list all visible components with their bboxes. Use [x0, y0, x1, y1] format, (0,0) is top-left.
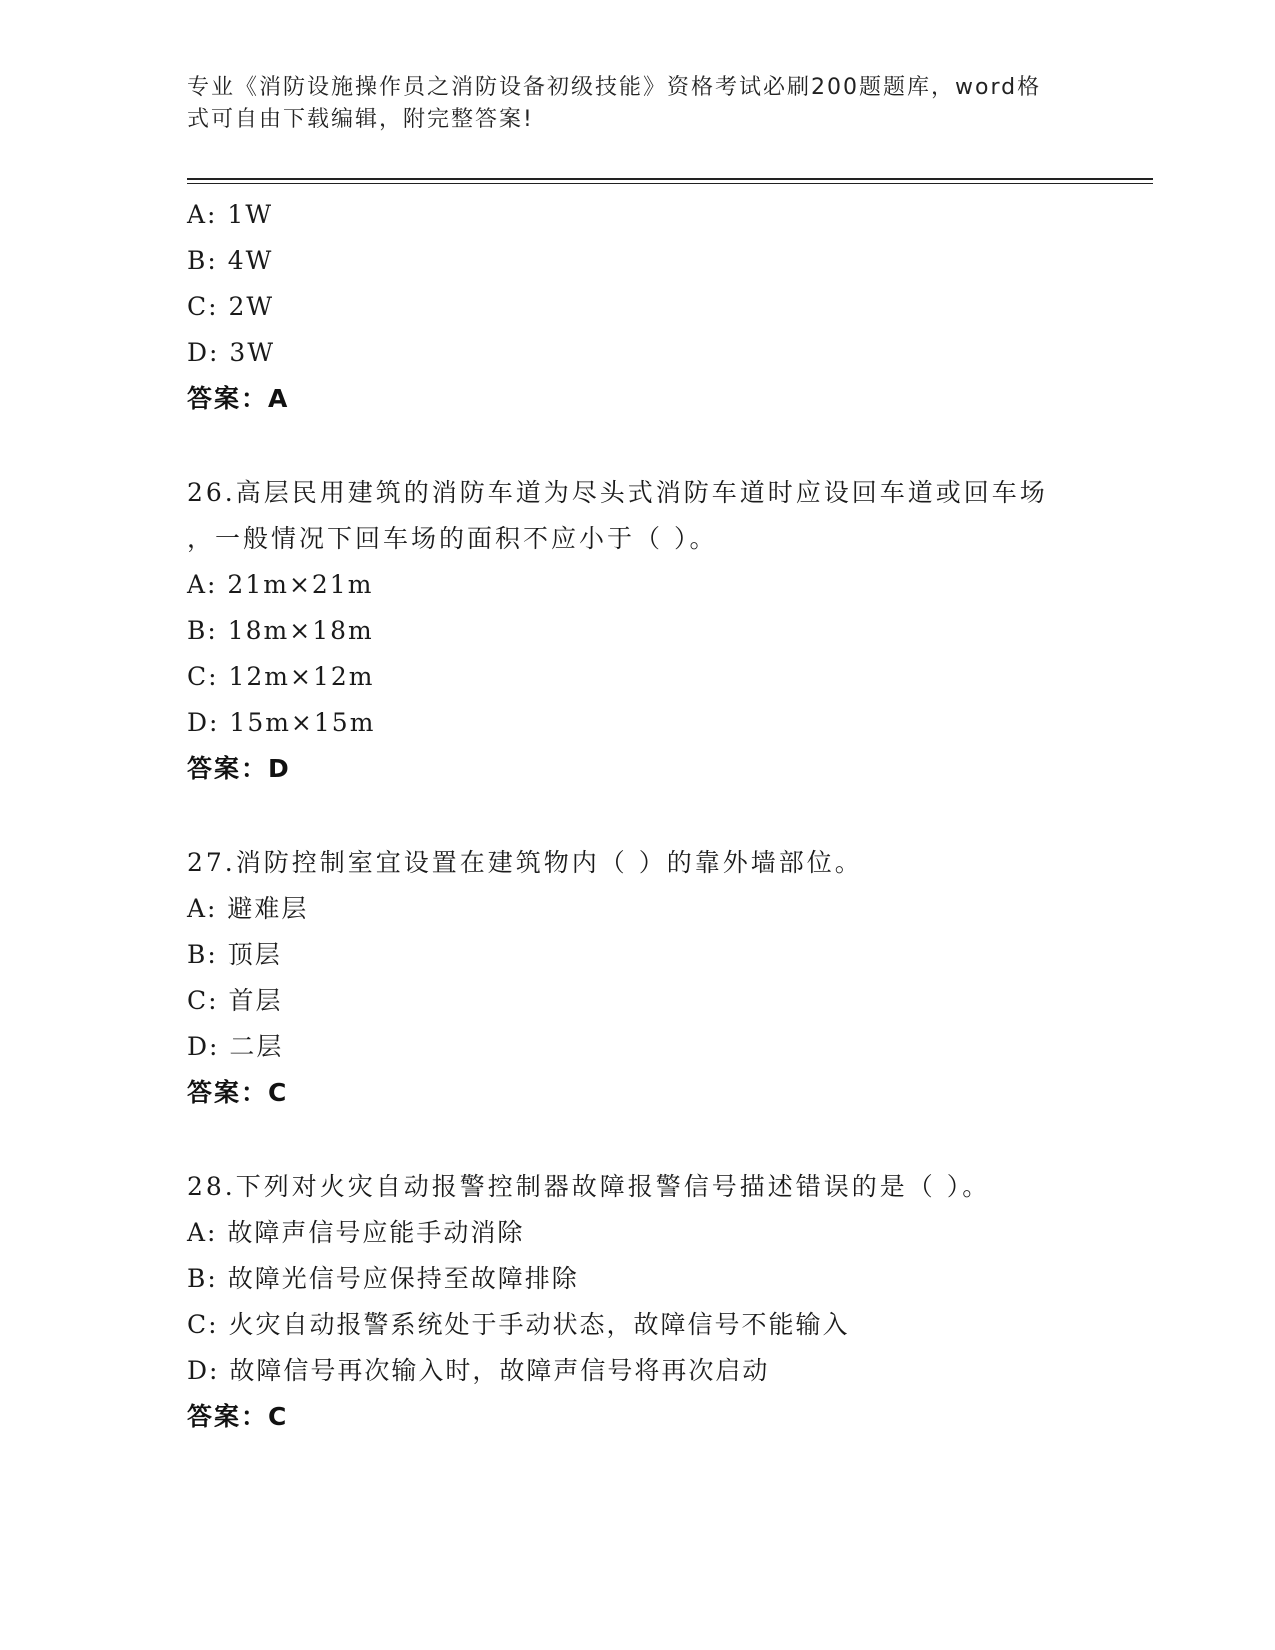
question-stem-continued: ，一般情况下回车场的面积不应小于（ ）。: [187, 524, 718, 553]
answer-label: 答案：: [187, 384, 269, 413]
question-block-28: [187, 1164, 1147, 1440]
answer-line: [187, 1394, 1147, 1440]
answer-label: 答案：: [187, 754, 269, 783]
question-block-26: [187, 470, 1147, 792]
page-header: [187, 72, 1087, 136]
answer-value: D: [268, 754, 291, 783]
answer-label: 答案：: [187, 1402, 269, 1431]
question-block-continued: [187, 192, 1147, 422]
option-d: D: 15m×15m: [187, 708, 376, 737]
option-c: C: 12m×12m: [187, 662, 375, 691]
answer-value: C: [268, 1402, 289, 1431]
option-c: C: 2W: [187, 292, 275, 321]
answer-value: C: [268, 1078, 289, 1107]
answer-value: A: [268, 384, 290, 413]
answer-line: [187, 746, 1147, 792]
option-d: D: 3W: [187, 338, 276, 367]
header-line-2: 式可自由下载编辑，附完整答案!: [187, 107, 534, 132]
option-d: D: 故障信号再次输入时，故障声信号将再次启动: [187, 1356, 770, 1385]
header-line-1: 专业《消防设施操作员之消防设备初级技能》资格考试必刷200题题库，word格: [187, 75, 1042, 100]
option-a: A: 21m×21m: [187, 570, 374, 599]
option-a: A: 故障声信号应能手动消除: [187, 1218, 525, 1247]
option-b: B: 顶层: [187, 940, 282, 969]
option-d: D: 二层: [187, 1032, 284, 1061]
question-stem: 27.消防控制室宜设置在建筑物内（ ）的靠外墙部位。: [187, 848, 863, 877]
option-a: A: 避难层: [187, 894, 309, 923]
answer-line: [187, 376, 1147, 422]
header-rule-thin: [187, 183, 1153, 184]
answer-label: 答案：: [187, 1078, 269, 1107]
header-rule-thick: [187, 178, 1153, 180]
question-list: [187, 192, 1147, 1440]
question-block-27: [187, 840, 1147, 1116]
question-stem: 26.高层民用建筑的消防车道为尽头式消防车道时应设回车道或回车场: [187, 478, 1048, 507]
option-b: B: 18m×18m: [187, 616, 374, 645]
answer-line: [187, 1070, 1147, 1116]
option-a: A: 1W: [187, 200, 274, 229]
option-c: C: 火灾自动报警系统处于手动状态，故障信号不能输入: [187, 1310, 850, 1339]
option-b: B: 4W: [187, 246, 274, 275]
option-c: C: 首层: [187, 986, 283, 1015]
question-stem: 28.下列对火灾自动报警控制器故障报警信号描述错误的是（ ）。: [187, 1172, 991, 1201]
option-b: B: 故障光信号应保持至故障排除: [187, 1264, 579, 1293]
